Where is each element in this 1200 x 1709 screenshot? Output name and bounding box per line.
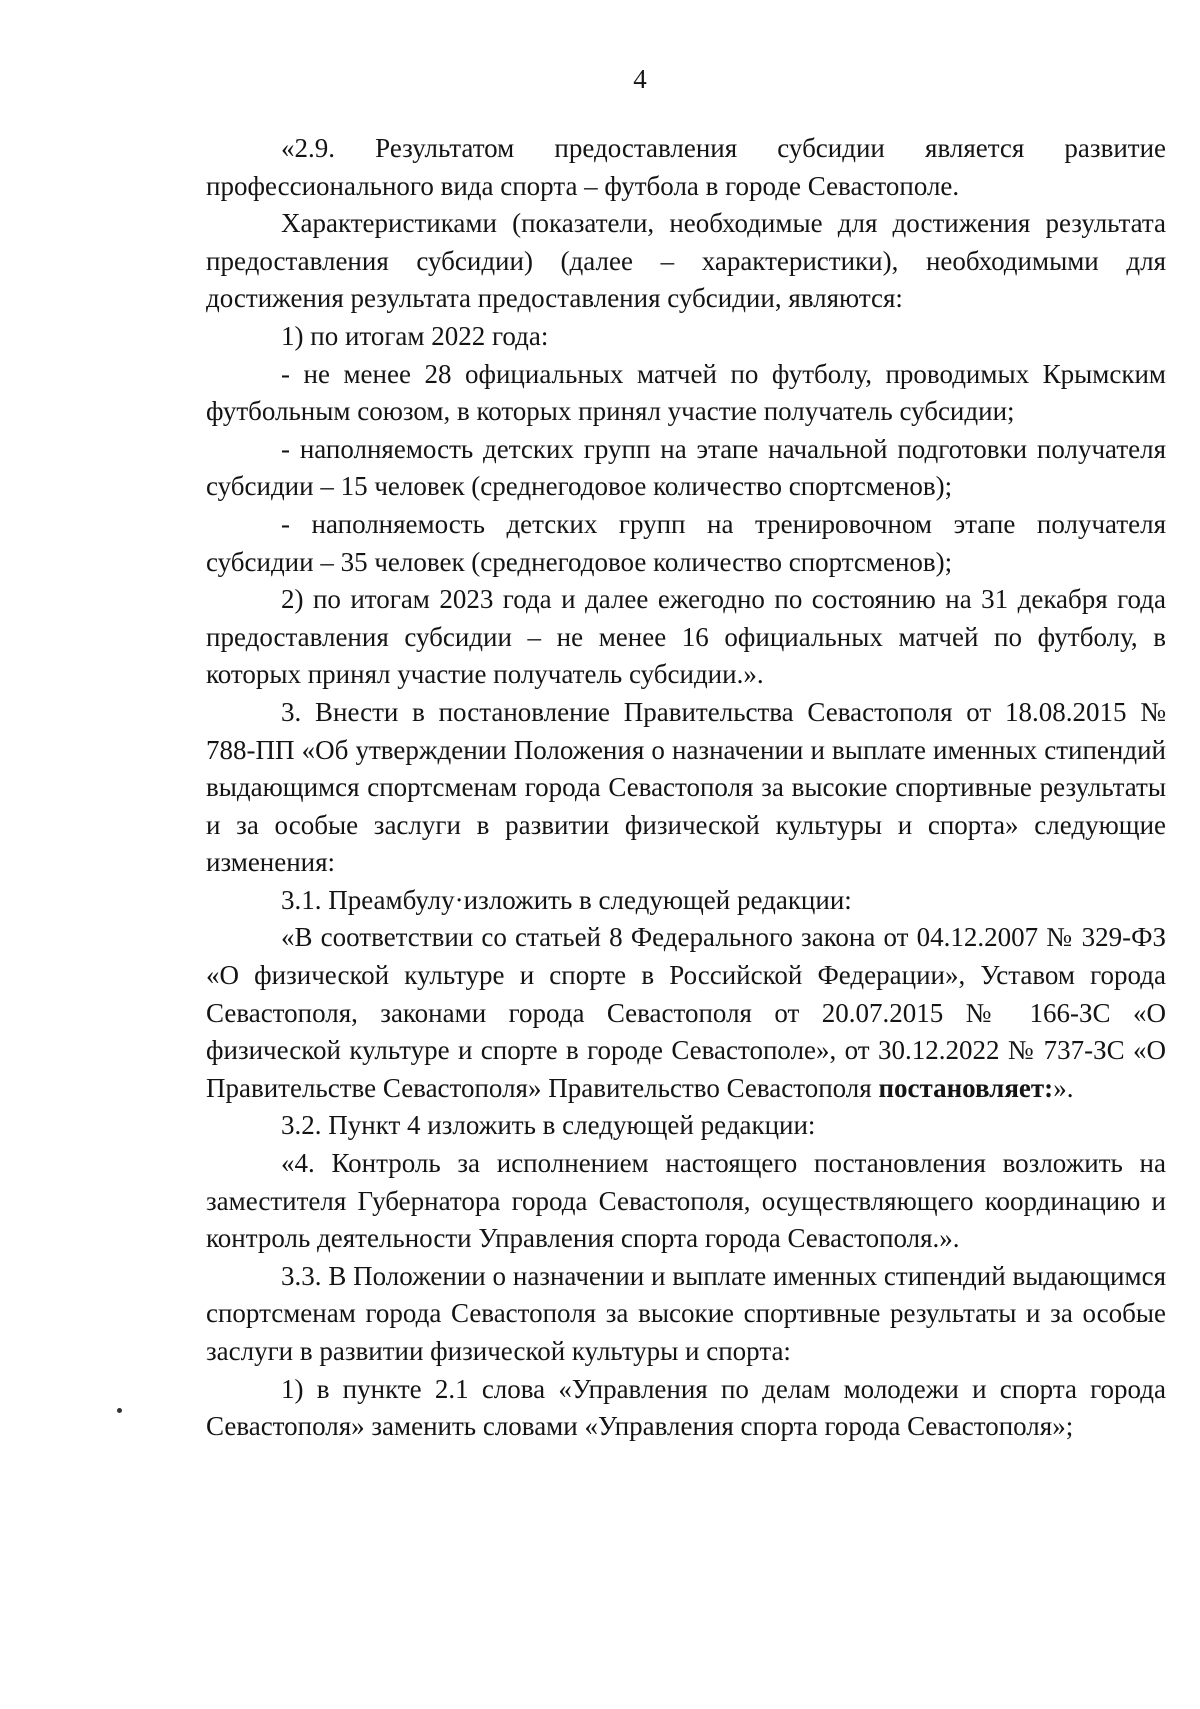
paragraph-3-2: 3.2. Пункт 4 изложить в следующей редакции: xyxy=(281,1110,816,1141)
document-body xyxy=(206,130,1166,1446)
paragraph-matches-2022: - не менее 28 официальных матчей по футболу, проводимых Крымским футбольным союзом, в которых принял участие получатель субсидии; xyxy=(206,358,1166,427)
paragraph-3-1: 3.1. Преамбулу·изложить в следующей редакции: xyxy=(281,884,852,915)
paragraph-item-2022: 1) по итогам 2022 года: xyxy=(281,320,549,351)
paragraph-item-2023: 2) по итогам 2023 года и далее ежегодно по состоянию на 31 декабря года предоставления субсидии – не менее 16 официальных матчей по футболу, в которых принял участие получатель субсидии.». xyxy=(206,584,1166,690)
paragraph-2-9: «2.9. Результатом предоставления субсидии является развитие профессионального вида спорта – футбола в городе Севастополе. xyxy=(206,133,1166,201)
paragraph-characteristics: Характеристиками (показатели, необходимые для достижения результата предоставления субсидии) (далее – характеристики), необходимыми для достижения результата предоставления субсидии, являются: xyxy=(206,208,1166,314)
paragraph-3-3: 3.3. В Положении о назначении и выплате именных стипендий выдающимся спортсменам города Севастополя за высокие спортивные результаты и за особые заслуги в развитии физической культуры и спорта: xyxy=(206,1260,1166,1366)
preamble-bold-word: постановляет: xyxy=(878,1072,1054,1103)
paragraph-section-3: 3. Внести в постановление Правительства Севастополя от 18.08.2015 № 788-ПП «Об утверждении Положения о назначении и выплате именных стипендий выдающимся спортсменам города Севастополя за высокие спортивные результаты и за особые заслуги в развитии физической культуры и спорта» следующие изменения: xyxy=(206,696,1166,878)
paragraph-item-2-1: 1) в пункте 2.1 слова «Управления по делам молодежи и спорта города Севастополя» заменить словами «Управления спорта города Севастополя»; xyxy=(206,1373,1166,1442)
paragraph-preamble xyxy=(206,919,1166,1107)
paragraph-control: «4. Контроль за исполнением настоящего постановления возложить на заместителя Губернатора города Севастополя, осуществляющего координацию и контроль деятельности Управления спорта города Севастополя.». xyxy=(206,1148,1166,1254)
paragraph-training-groups: - наполняемость детских групп на тренировочном этапе получателя субсидии – 35 человек (среднегодовое количество спортсменов); xyxy=(206,508,1166,577)
preamble-closing: ». xyxy=(1053,1072,1074,1103)
paragraph-initial-groups: - наполняемость детских групп на этапе начальной подготовки получателя субсидии – 15 человек (среднегодовое количество спортсменов); xyxy=(206,433,1166,502)
preamble-text: «В соответствии со статьей 8 Федерального закона от 04.12.2007 № 329-ФЗ «О физической культуре и спорте в Российской Федерации», Уставом города Севастополя, законами города Севастополя от 20.07.2015 № 166-ЗС «О физической культуре и спорте в городе Севастополе», от 30.12.2022 № 737-ЗС «О Правительстве Севастополя» Правительство Севастополя xyxy=(206,922,1166,1103)
scan-speck xyxy=(117,1408,122,1413)
page-number: 4 xyxy=(633,64,647,94)
